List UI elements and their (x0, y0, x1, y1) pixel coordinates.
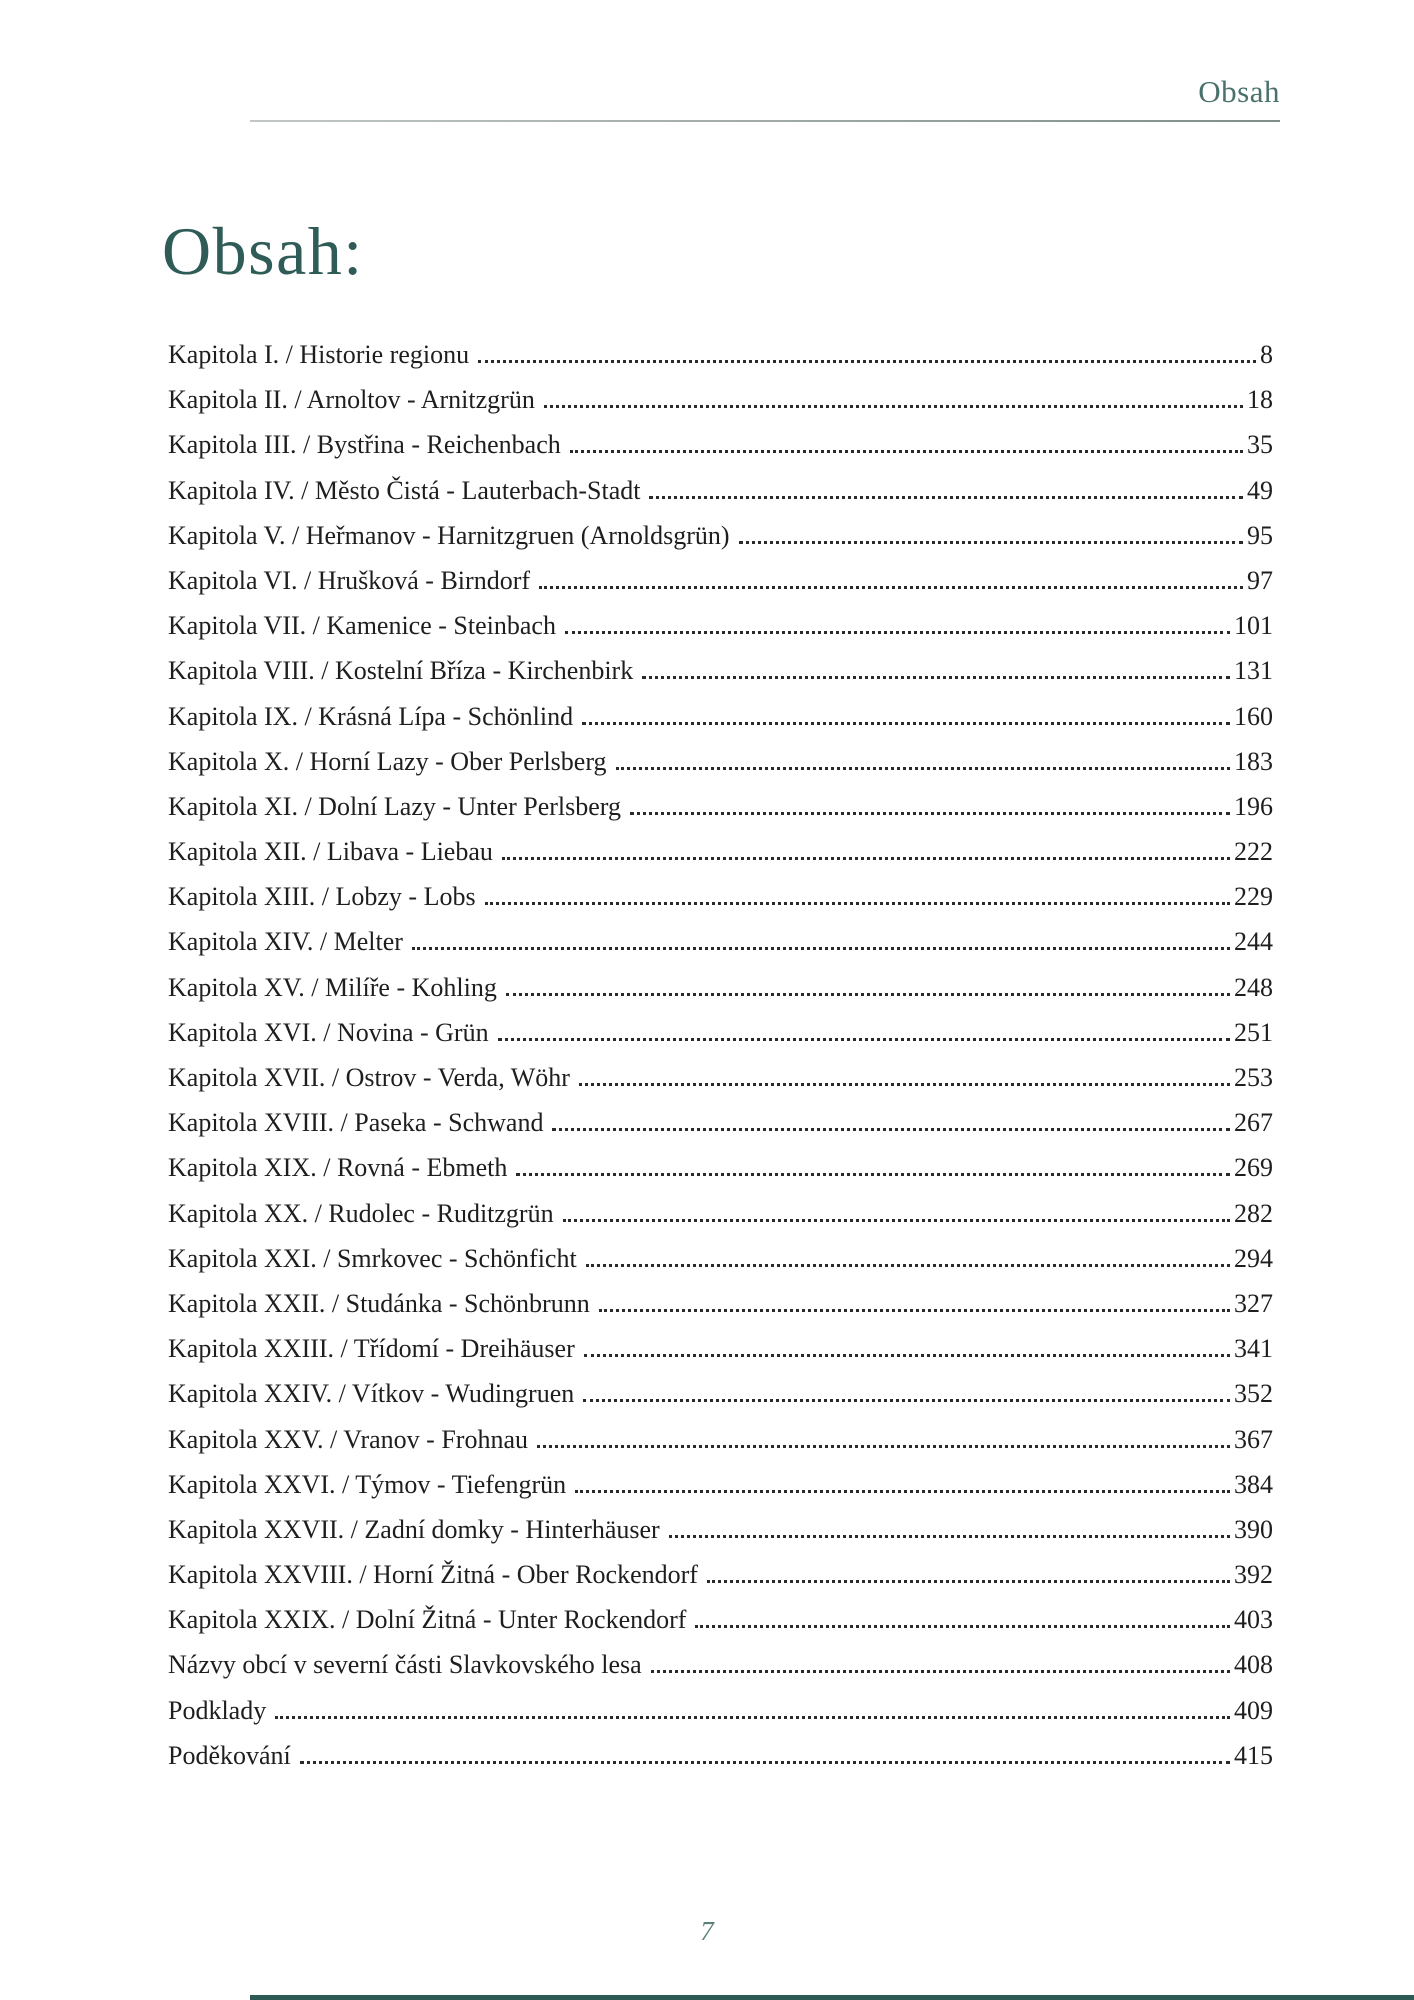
bottom-rule (250, 1995, 1414, 2000)
dot-leader (651, 1670, 1230, 1673)
toc-entry-label: Kapitola XIV. / Melter (168, 927, 403, 957)
toc-entry-label: Kapitola XII. / Libava - Liebau (168, 837, 493, 867)
toc-entry[interactable] (168, 521, 1273, 566)
toc-entry-label: Kapitola VIII. / Kostelní Bříza - Kirchenbirk (168, 656, 634, 686)
toc-entry-label: Kapitola XVII. / Ostrov - Verda, Wöhr (168, 1063, 570, 1092)
dot-leader (552, 1128, 1230, 1131)
toc-entry-page: 244 (1234, 927, 1273, 957)
toc-entry-label: Kapitola XV. / Milíře - Kohling (168, 972, 497, 1002)
toc-entry-label: Kapitola XXVIII. / Horní Žitná - Ober Rockendorf (168, 1560, 698, 1590)
toc-entry[interactable] (168, 747, 1273, 792)
toc-entry-page: 222 (1234, 837, 1273, 867)
toc-entry-page: 251 (1234, 1017, 1273, 1047)
toc-entry-page: 131 (1234, 656, 1273, 686)
toc-entry[interactable] (168, 1696, 1273, 1741)
dot-leader (695, 1625, 1230, 1628)
dot-leader (584, 1354, 1230, 1357)
toc-entry[interactable] (168, 973, 1273, 1018)
dot-leader (586, 1264, 1230, 1267)
toc-list (168, 340, 1273, 1786)
toc-entry[interactable] (168, 1560, 1273, 1605)
page-title: Obsah: (162, 213, 364, 289)
dot-leader (544, 405, 1243, 408)
toc-entry-label: Kapitola X. / Horní Lazy - Ober Perlsberg (168, 746, 607, 776)
dot-leader (616, 767, 1230, 770)
toc-entry[interactable] (168, 1334, 1273, 1379)
toc-entry-page: 392 (1234, 1560, 1273, 1590)
toc-entry-label: Kapitola V. / Heřmanov - Harnitzgruen (Arnoldsgrün) (168, 520, 730, 550)
toc-entry[interactable] (168, 430, 1273, 475)
toc-entry-label: Kapitola XXII. / Studánka - Schönbrunn (168, 1288, 590, 1318)
toc-entry-label: Kapitola VII. / Kamenice - Steinbach (168, 611, 556, 641)
toc-entry-page: 18 (1247, 385, 1273, 415)
toc-entry[interactable] (168, 837, 1273, 882)
page-number: 7 (700, 1916, 714, 1946)
dot-leader (570, 450, 1243, 453)
toc-entry-label: Kapitola XXIX. / Dolní Žitná - Unter Rockendorf (168, 1605, 687, 1635)
dot-leader (649, 496, 1243, 499)
toc-entry-label: Kapitola XXV. / Vranov - Frohnau (168, 1424, 528, 1454)
dot-leader (516, 1173, 1230, 1176)
toc-entry-page: 294 (1234, 1243, 1273, 1273)
toc-entry[interactable] (168, 1515, 1273, 1560)
toc-entry-label: Kapitola XIII. / Lobzy - Lobs (168, 882, 476, 912)
toc-entry-page: 282 (1234, 1198, 1273, 1228)
toc-entry[interactable] (168, 1741, 1273, 1786)
toc-entry-page: 248 (1234, 972, 1273, 1002)
dot-leader (498, 1038, 1230, 1041)
toc-entry[interactable] (168, 1289, 1273, 1334)
toc-entry-label: Názvy obcí v severní části Slavkovského lesa (168, 1650, 642, 1680)
toc-entry[interactable] (168, 1018, 1273, 1063)
toc-entry-label: Kapitola XXIII. / Třídomí - Dreihäuser (168, 1334, 575, 1364)
toc-entry-label: Kapitola III. / Bystřina - Reichenbach (168, 430, 561, 460)
toc-entry-page: 384 (1234, 1469, 1273, 1499)
toc-entry[interactable] (168, 566, 1273, 611)
toc-entry-page: 409 (1234, 1695, 1273, 1725)
toc-entry-label: Poděkování (168, 1740, 291, 1770)
toc-entry-label: Kapitola XXI. / Smrkovec - Schönficht (168, 1243, 577, 1273)
toc-entry[interactable] (168, 1425, 1273, 1470)
toc-entry[interactable] (168, 1108, 1273, 1153)
dot-leader (583, 1399, 1230, 1402)
toc-entry-page: 352 (1234, 1379, 1273, 1409)
toc-entry-page: 183 (1234, 746, 1273, 776)
toc-entry[interactable] (168, 611, 1273, 656)
toc-entry-page: 341 (1234, 1334, 1273, 1364)
toc-entry-label: Kapitola XIX. / Rovná - Ebmeth (168, 1153, 508, 1183)
toc-entry-page: 160 (1234, 701, 1273, 731)
dot-leader (412, 947, 1230, 950)
toc-entry[interactable] (168, 792, 1273, 837)
toc-entry[interactable] (168, 1153, 1273, 1198)
toc-entry[interactable] (168, 1379, 1273, 1424)
dot-leader (478, 360, 1256, 363)
toc-entry[interactable] (168, 340, 1273, 385)
dot-leader (502, 857, 1230, 860)
toc-entry[interactable] (168, 702, 1273, 747)
toc-entry-page: 390 (1234, 1514, 1273, 1544)
toc-entry-page: 327 (1234, 1288, 1273, 1318)
toc-entry[interactable] (168, 882, 1273, 927)
toc-entry-label: Kapitola II. / Arnoltov - Arnitzgrün (168, 385, 535, 415)
dot-leader (630, 812, 1230, 815)
toc-entry-page: 35 (1247, 430, 1273, 460)
dot-leader (300, 1761, 1230, 1764)
toc-entry[interactable] (168, 476, 1273, 521)
toc-entry-label: Kapitola IV. / Město Čistá - Lauterbach-Stadt (168, 475, 641, 505)
dot-leader (575, 1490, 1230, 1493)
toc-entry[interactable] (168, 1244, 1273, 1289)
toc-entry-label: Kapitola XX. / Rudolec - Ruditzgrün (168, 1198, 554, 1228)
dot-leader (506, 993, 1230, 996)
toc-entry-label: Kapitola XVI. / Novina - Grün (168, 1017, 489, 1047)
toc-entry[interactable] (168, 1470, 1273, 1515)
toc-entry-page: 101 (1234, 611, 1273, 641)
dot-leader (707, 1580, 1230, 1583)
toc-entry-page: 269 (1234, 1153, 1273, 1183)
toc-entry-page: 97 (1247, 565, 1273, 595)
toc-entry-label: Kapitola XI. / Dolní Lazy - Unter Perlsberg (168, 791, 621, 821)
header-rule (250, 120, 1280, 122)
toc-entry-page: 253 (1234, 1063, 1273, 1092)
toc-entry[interactable] (168, 927, 1273, 972)
toc-entry-label: Kapitola XVIII. / Paseka - Schwand (168, 1108, 544, 1138)
toc-entry-label: Kapitola XXIV. / Vítkov - Wudingruen (168, 1379, 575, 1409)
dot-leader (579, 1083, 1230, 1086)
dot-leader (275, 1716, 1230, 1719)
dot-leader (669, 1535, 1230, 1538)
toc-entry-label: Kapitola IX. / Krásná Lípa - Schönlind (168, 701, 574, 731)
toc-entry-label: Kapitola I. / Historie regionu (168, 340, 470, 369)
toc-entry[interactable] (168, 1605, 1273, 1650)
dot-leader (565, 631, 1230, 634)
toc-entry-page: 408 (1234, 1650, 1273, 1680)
running-header: Obsah (1198, 74, 1280, 109)
toc-entry[interactable] (168, 1063, 1273, 1108)
dot-leader (739, 541, 1243, 544)
toc-entry-label: Kapitola XXVII. / Zadní domky - Hinterhäuser (168, 1514, 660, 1544)
dot-leader (582, 722, 1230, 725)
toc-entry-page: 267 (1234, 1108, 1273, 1138)
toc-entry[interactable] (168, 1199, 1273, 1244)
dot-leader (563, 1219, 1230, 1222)
toc-entry[interactable] (168, 656, 1273, 701)
dot-leader (485, 902, 1230, 905)
toc-entry-page: 415 (1234, 1740, 1273, 1770)
toc-entry-label: Kapitola VI. / Hrušková - Birndorf (168, 565, 531, 595)
toc-entry-label: Podklady (168, 1695, 267, 1725)
toc-entry[interactable] (168, 1650, 1273, 1695)
toc-entry[interactable] (168, 385, 1273, 430)
dot-leader (539, 586, 1243, 589)
toc-entry-page: 403 (1234, 1605, 1273, 1635)
dot-leader (537, 1445, 1230, 1448)
toc-entry-page: 196 (1234, 791, 1273, 821)
dot-leader (599, 1309, 1230, 1312)
toc-entry-page: 367 (1234, 1424, 1273, 1454)
toc-entry-label: Kapitola XXVI. / Týmov - Tiefengrün (168, 1469, 567, 1499)
toc-entry-page: 49 (1247, 475, 1273, 505)
toc-entry-page: 8 (1260, 340, 1273, 369)
dot-leader (642, 676, 1230, 679)
toc-entry-page: 229 (1234, 882, 1273, 912)
toc-entry-page: 95 (1247, 520, 1273, 550)
